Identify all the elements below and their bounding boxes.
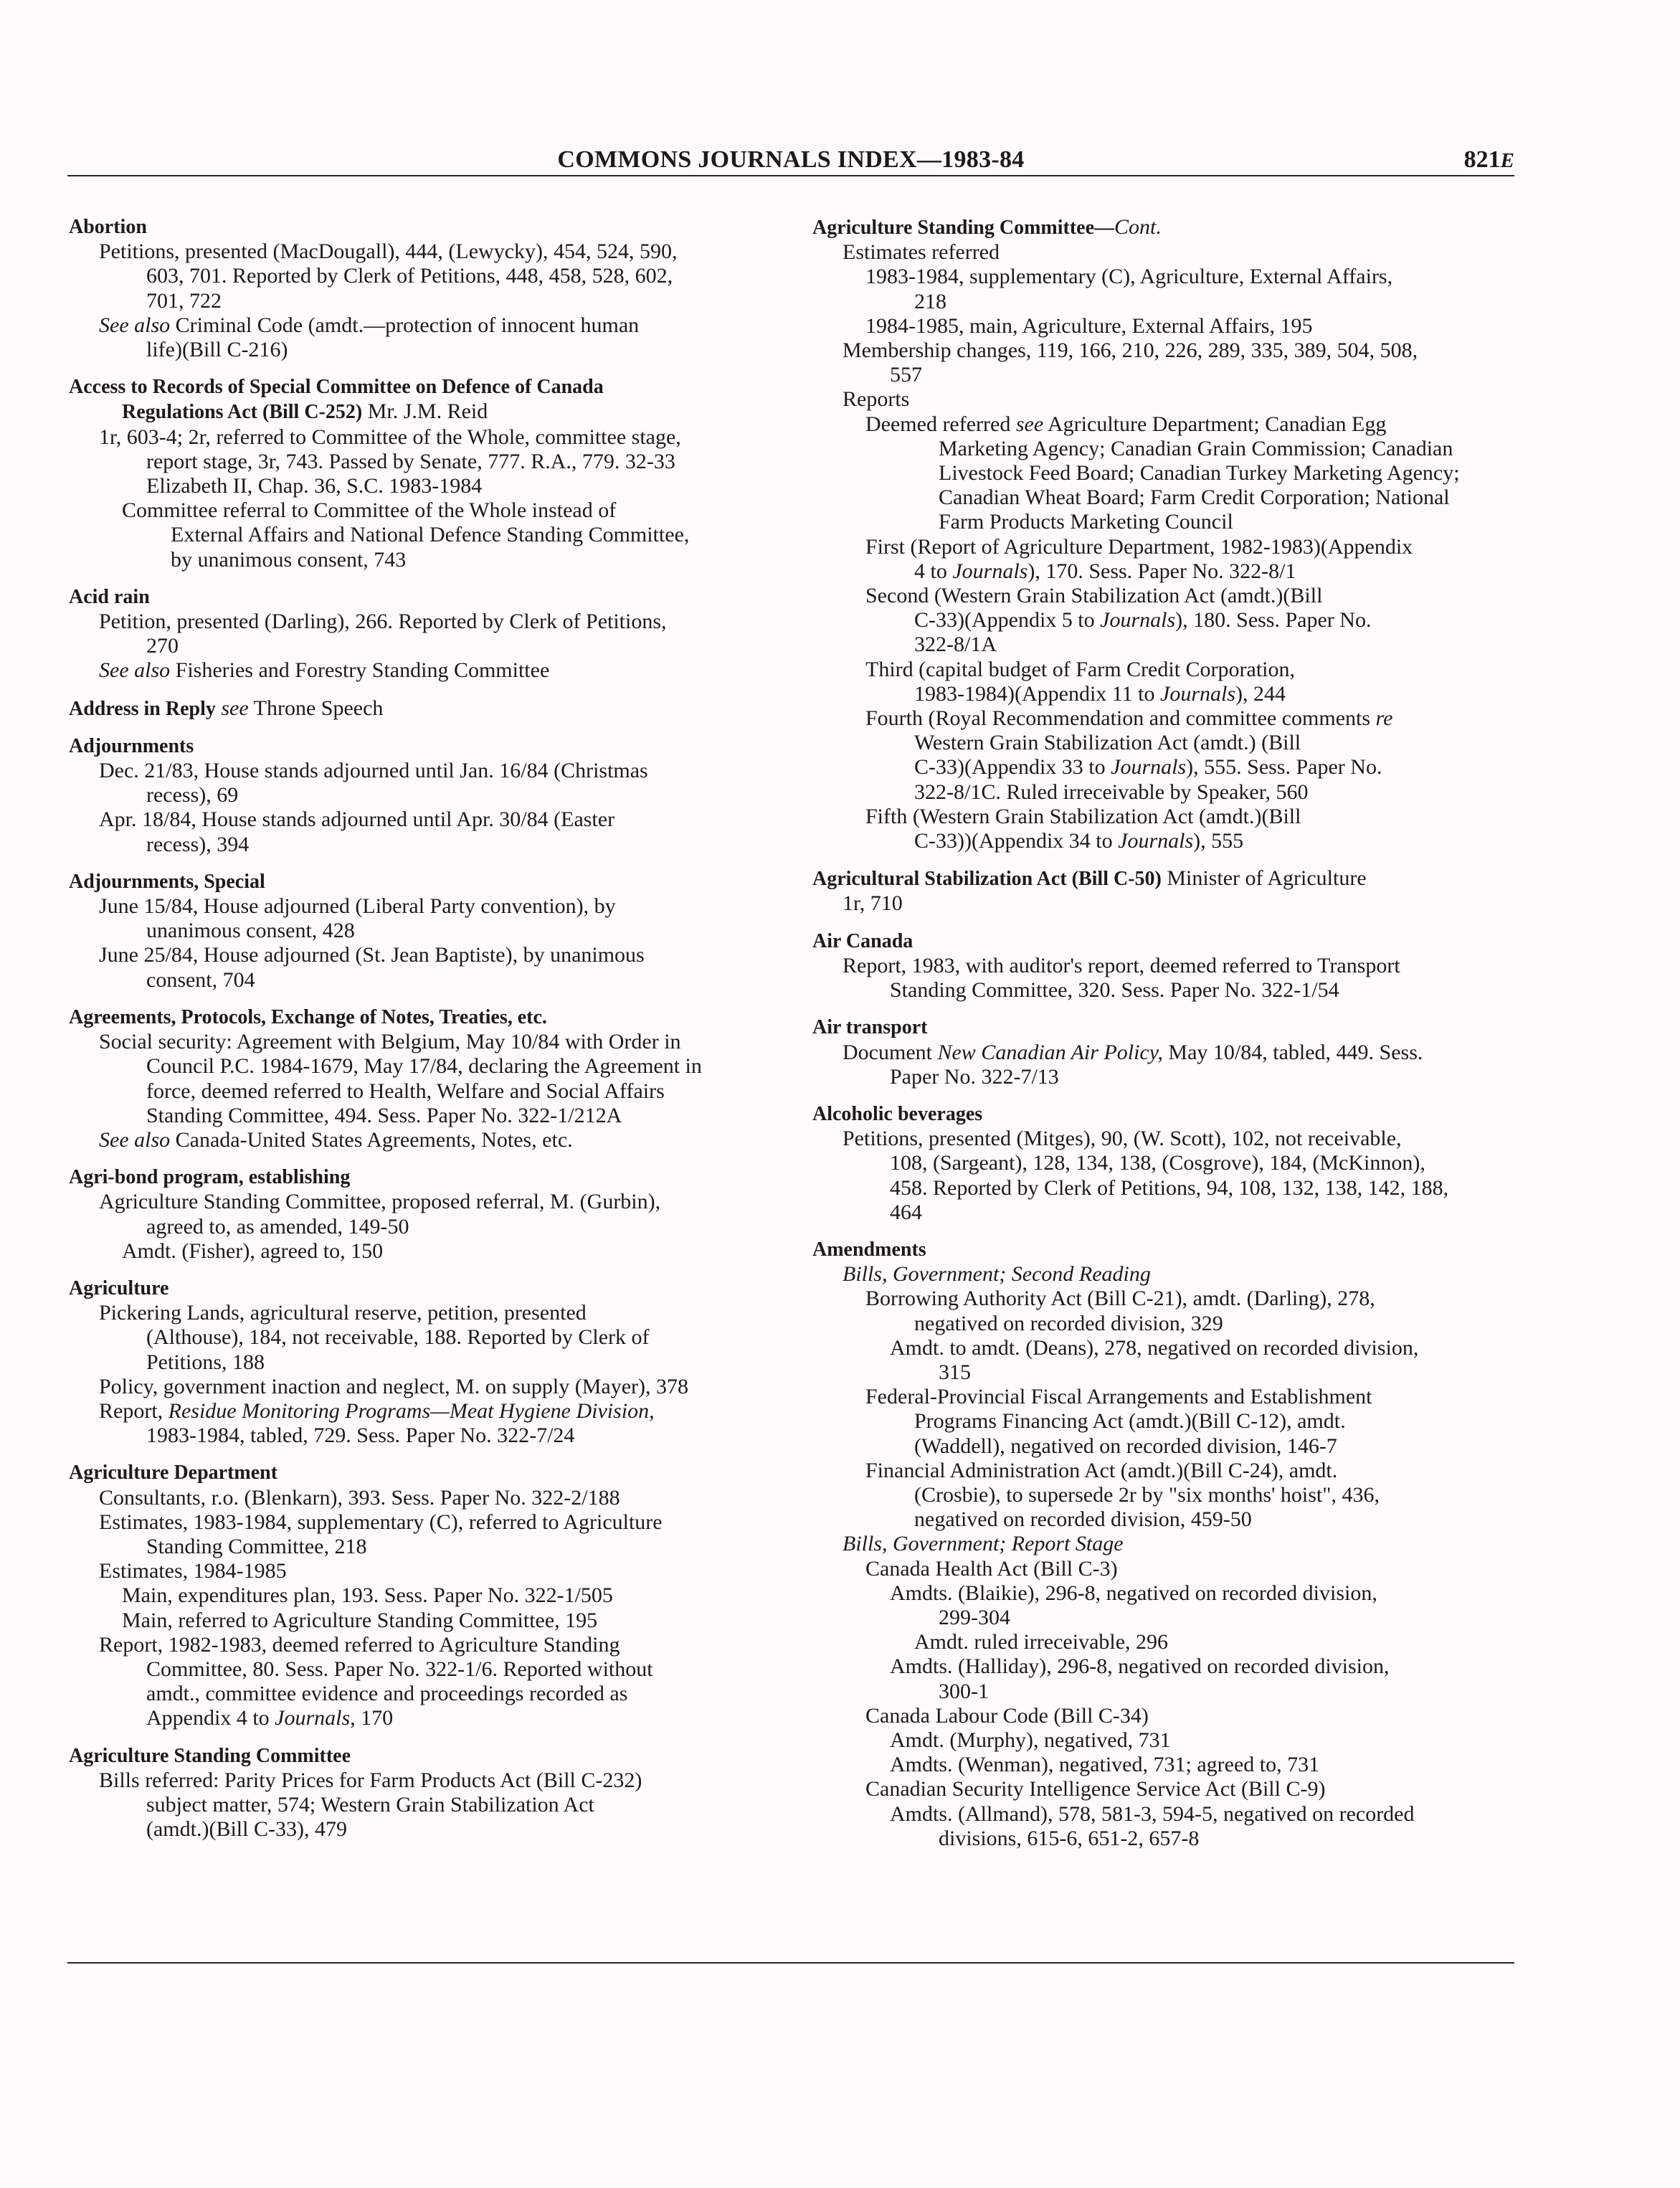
entry-heading: Access to Records of Special Committee on Defence of Canada	[69, 376, 604, 399]
index-entry-agri-bond	[69, 1165, 786, 1264]
entry-heading: Adjournments, Special	[69, 870, 265, 893]
entry-line: Second (Western Grain Stabilization Act (amdt.)(Bill	[865, 584, 1323, 608]
entry-line: Canada Labour Code (Bill C-34)	[865, 1703, 1149, 1728]
entry-heading	[812, 215, 1529, 240]
entry-line	[812, 412, 1529, 437]
re-ref: re	[1375, 706, 1393, 731]
entry-line: 1r, 603-4; 2r, referred to Committee of the Whole, committee stage,	[99, 425, 681, 449]
entry-line: Report, 1983, with auditor's report, deemed referred to Transport	[843, 953, 1400, 977]
entry-text: Throne Speech	[248, 696, 384, 720]
entry-line: Amdt. ruled irreceivable, 296	[914, 1630, 1169, 1654]
entry-text: Report,	[99, 1398, 169, 1423]
entry-text: Deemed referred	[865, 412, 1016, 436]
entry-line	[69, 1399, 786, 1424]
entry-line: 557	[890, 363, 922, 387]
index-entry-agriculture	[69, 1277, 786, 1448]
entry-text: 4 to	[914, 559, 953, 583]
entry-line: 218	[914, 289, 946, 313]
entry-line: Marketing Agency; Canadian Grain Commission; Canadian	[939, 436, 1453, 460]
entry-line: Committee referral to Committee of the Whole instead of	[122, 498, 617, 523]
entry-line: 300-1	[939, 1679, 989, 1703]
continued-label: Cont.	[1114, 215, 1162, 239]
entry-line: Committee, 80. Sess. Paper No. 322-1/6. Reported without	[146, 1657, 653, 1681]
entry-line: Policy, government inaction and neglect, M. on supply (Mayer), 378	[99, 1374, 689, 1398]
entry-line	[69, 1706, 786, 1730]
entry-heading-text: Agriculture Standing Committee—	[812, 217, 1114, 239]
entry-text: C-33)(Appendix 5 to	[914, 608, 1101, 633]
entry-line: subject matter, 574; Western Grain Stabilization Act	[146, 1792, 594, 1817]
entry-line: 315	[939, 1360, 971, 1384]
entry-line: Report, 1982-1983, deemed referred to Agriculture Standing	[99, 1632, 620, 1657]
entry-line: Petition, presented (Darling), 266. Reported by Clerk of Petitions,	[99, 610, 667, 634]
entry-text: Appendix 4 to	[146, 1706, 275, 1730]
see-ref: see	[215, 696, 249, 720]
index-entry-amendments	[812, 1238, 1529, 1851]
entry-heading: Amendments	[812, 1238, 926, 1261]
entry-text: ), 180. Sess. Paper No.	[1175, 608, 1372, 633]
entry-text: C-33))(Appendix 34 to	[914, 829, 1119, 853]
entry-line: Bills referred: Parity Prices for Farm Products Act (Bill C-232)	[99, 1768, 642, 1792]
index-entry-air-transport	[812, 1015, 1529, 1089]
index-entry-address-in-reply	[69, 696, 786, 721]
entry-line: Main, referred to Agriculture Standing Committee, 195	[122, 1608, 598, 1632]
entry-text: Document	[843, 1040, 938, 1064]
entry-line: 1983-1984, supplementary (C), Agriculture, External Affairs,	[865, 265, 1393, 289]
entry-line: Social security: Agreement with Belgium, May 10/84 with Order in	[99, 1030, 681, 1054]
journals-ref: Journals	[1118, 829, 1194, 853]
entry-line: Petitions, presented (Mitges), 90, (W. Scott), 102, not receivable,	[843, 1127, 1402, 1151]
journals-ref: Journals	[1160, 681, 1236, 706]
entry-line: negatived on recorded division, 459-50	[914, 1507, 1252, 1532]
entry-line: Financial Administration Act (amdt.)(Bill C-24), amdt.	[865, 1458, 1338, 1482]
entry-text: , 170	[350, 1706, 394, 1730]
entry-text: ), 170. Sess. Paper No. 322-8/1	[1028, 559, 1296, 583]
entry-line	[812, 829, 1529, 853]
entry-line: First (Report of Agriculture Department, 1982-1983)(Appendix	[865, 534, 1413, 559]
entry-line: Paper No. 322-7/13	[890, 1064, 1059, 1089]
entry-line: amdt., committee evidence and proceedings recorded as	[146, 1682, 628, 1706]
document-title: New Canadian Air Policy,	[937, 1040, 1163, 1064]
entry-heading	[812, 866, 1529, 891]
entry-line: Western Grain Stabilization Act (amdt.) (Bill	[914, 731, 1301, 755]
index-entry-acid-rain	[69, 585, 786, 683]
entry-line	[69, 313, 786, 338]
entry-line: Canadian Security Intelligence Service Act (Bill C-9)	[865, 1777, 1326, 1801]
index-entry-agriculture-standing-committee	[69, 1744, 786, 1842]
entry-line	[69, 1128, 786, 1152]
entry-line: recess), 394	[146, 832, 250, 856]
entry-line: Programs Financing Act (amdt.)(Bill C-12), amdt.	[914, 1409, 1346, 1434]
entry-line: Elizabeth II, Chap. 36, S.C. 1983-1984	[146, 474, 483, 498]
entry-text: Fisheries and Forestry Standing Committee	[170, 658, 550, 683]
entry-line: Canada Health Act (Bill C-3)	[865, 1556, 1118, 1581]
entry-line: unanimous consent, 428	[146, 919, 355, 943]
entry-line: Amdt. (Fisher), agreed to, 150	[122, 1239, 384, 1263]
entry-heading: Agriculture Department	[69, 1462, 278, 1484]
entry-text: ), 244	[1235, 681, 1286, 706]
entry-line: Estimates referred	[843, 240, 1000, 265]
entry-line: External Affairs and National Defence Standing Committee,	[171, 523, 690, 547]
entry-heading: Agreements, Protocols, Exchange of Notes, Treaties, etc.	[69, 1005, 547, 1028]
entry-sponsor: Mr. J.M. Reid	[362, 399, 488, 424]
entry-heading: Agri-bond program, establishing	[69, 1166, 351, 1189]
entry-line: Estimates, 1983-1984, supplementary (C), referred to Agriculture	[99, 1510, 663, 1534]
header-rule	[67, 175, 1514, 176]
page-number-suffix: E	[1500, 149, 1514, 172]
entry-heading-text: Regulations Act (Bill C-252)	[122, 401, 363, 424]
entry-heading: Abortion	[69, 216, 147, 238]
entry-text: May 10/84, tabled, 449. Sess.	[1162, 1040, 1423, 1064]
entry-line: negatived on recorded division, 329	[914, 1311, 1223, 1335]
entry-text: ), 555. Sess. Paper No.	[1186, 755, 1382, 780]
entry-line: Consultants, r.o. (Blenkarn), 393. Sess. Paper No. 322-2/188	[99, 1485, 620, 1510]
entry-text: ), 555	[1193, 829, 1244, 853]
entry-line: Federal-Provincial Fiscal Arrangements and Establishment	[865, 1385, 1372, 1409]
page-title: COMMONS JOURNALS INDEX—1983-84	[557, 146, 1025, 173]
entry-line	[812, 755, 1529, 780]
see-also-ref: See also	[99, 658, 171, 683]
entry-line: Third (capital budget of Farm Credit Corporation,	[865, 657, 1296, 681]
entry-line: Amdts. (Blaikie), 296-8, negatived on recorded division,	[890, 1581, 1377, 1605]
index-entry-access-to-records	[69, 375, 786, 572]
entry-line: Borrowing Authority Act (Bill C-21), amdt. (Darling), 278,	[865, 1287, 1375, 1311]
entry-line: 701, 722	[146, 288, 222, 313]
journals-ref: Journals	[1111, 755, 1187, 780]
entry-heading: Acid rain	[69, 585, 150, 608]
entry-line: Pickering Lands, agricultural reserve, petition, presented	[99, 1301, 587, 1325]
entry-sponsor: Minister of Agriculture	[1161, 866, 1367, 891]
index-entry-air-canada	[812, 929, 1529, 1003]
entry-line: 1984-1985, main, Agriculture, External Affairs, 195	[865, 313, 1313, 338]
entry-heading-text: Agricultural Stabilization Act (Bill C-50)	[812, 868, 1162, 891]
entry-line: Dec. 21/83, House stands adjourned until Jan. 16/84 (Christmas	[99, 759, 648, 783]
entry-line: Amdts. (Halliday), 296-8, negatived on recorded division,	[890, 1654, 1390, 1679]
index-entry-adjournments-special	[69, 870, 786, 993]
entry-line: Petitions, presented (MacDougall), 444, (Lewycky), 454, 524, 590,	[99, 240, 678, 264]
entry-line: June 15/84, House adjourned (Liberal Party convention), by	[99, 894, 616, 919]
entry-line: (Waddell), negatived on recorded division, 146-7	[914, 1434, 1337, 1458]
entry-line: 322-8/1C. Ruled irreceivable by Speaker, 560	[914, 780, 1309, 804]
index-entry-agricultural-stabilization-act	[812, 866, 1529, 916]
entry-heading: Alcoholic beverages	[812, 1102, 983, 1125]
journals-ref: Journals	[952, 559, 1028, 583]
entry-subheading: Bills, Government; Report Stage	[843, 1532, 1124, 1556]
entry-line: Amdts. (Wenman), negatived, 731; agreed to, 731	[890, 1753, 1320, 1777]
entry-line: Main, expenditures plan, 193. Sess. Paper No. 322-1/505	[122, 1583, 613, 1608]
entry-heading: Agriculture Standing Committee	[69, 1744, 351, 1767]
entry-line: recess), 69	[146, 783, 239, 808]
index-entry-agriculture-department	[69, 1461, 786, 1730]
entry-line: Reports	[843, 387, 910, 412]
entry-heading	[69, 696, 786, 721]
entry-heading: Air transport	[812, 1016, 928, 1039]
entry-line: (amdt.)(Bill C-33), 479	[146, 1817, 347, 1842]
page-number	[1464, 146, 1514, 174]
entry-line: Farm Products Marketing Council	[939, 510, 1233, 534]
entry-line	[812, 559, 1529, 584]
entry-line	[812, 706, 1529, 731]
see-also-ref: See also	[99, 1127, 171, 1152]
entry-line: Standing Committee, 218	[146, 1534, 367, 1558]
entry-line: Livestock Feed Board; Canadian Turkey Marketing Agency;	[939, 461, 1460, 486]
journals-ref: Journals	[275, 1706, 351, 1730]
index-entry-adjournments	[69, 734, 786, 857]
entry-text: Canada-United States Agreements, Notes, etc.	[170, 1127, 573, 1152]
entry-line: (Althouse), 184, not receivable, 188. Reported by Clerk of	[146, 1325, 650, 1350]
entry-text: Agriculture Department; Canadian Egg	[1043, 412, 1387, 436]
entry-line: report stage, 3r, 743. Passed by Senate, 777. R.A., 779. 32-33	[146, 449, 675, 473]
entry-line: 299-304	[939, 1605, 1010, 1629]
entry-line: 1983-1984, tabled, 729. Sess. Paper No. 322-7/24	[146, 1424, 575, 1448]
entry-text: Criminal Code (amdt.—protection of innocent human	[170, 313, 640, 337]
entry-line: Standing Committee, 320. Sess. Paper No. 322-1/54	[890, 978, 1339, 1003]
entry-line: June 25/84, House adjourned (St. Jean Baptiste), by unanimous	[99, 943, 645, 967]
entry-line: Amdt. (Murphy), negatived, 731	[890, 1728, 1171, 1752]
entry-heading: Agriculture	[69, 1277, 169, 1299]
see-also-ref: See also	[99, 313, 171, 337]
footer-rule	[67, 1962, 1514, 1964]
entry-line: Fifth (Western Grain Stabilization Act (amdt.)(Bill	[865, 804, 1301, 828]
entry-line: 322-8/1A	[914, 633, 997, 657]
journals-ref: Journals	[1100, 608, 1176, 633]
index-entry-agreements	[69, 1005, 786, 1152]
entry-line: (Crosbie), to supersede 2r by "six months' hoist", 436,	[914, 1482, 1380, 1507]
entry-line: 270	[146, 634, 179, 658]
entry-line	[69, 658, 786, 683]
entry-line: 603, 701. Reported by Clerk of Petitions, 448, 458, 528, 602,	[146, 264, 673, 288]
entry-line: 1r, 710	[843, 891, 903, 916]
entry-heading	[69, 399, 786, 425]
entry-heading-text: Address in Reply	[69, 697, 216, 720]
entry-text: C-33)(Appendix 33 to	[914, 755, 1111, 780]
entry-line: 464	[890, 1200, 922, 1224]
entry-line: Canadian Wheat Board; Farm Credit Corporation; National	[939, 486, 1450, 510]
entry-line: 108, (Sargeant), 128, 134, 138, (Cosgrove), 184, (McKinnon),	[890, 1151, 1425, 1175]
entry-line: divisions, 615-6, 651-2, 657-8	[939, 1826, 1200, 1850]
entry-line: Estimates, 1984-1985	[99, 1559, 287, 1583]
entry-line: life)(Bill C-216)	[146, 338, 288, 362]
entry-line: by unanimous consent, 743	[171, 547, 407, 572]
entry-line: agreed to, as amended, 149-50	[146, 1214, 409, 1239]
entry-line: Petitions, 188	[146, 1350, 265, 1374]
entry-line: force, deemed referred to Health, Welfare and Social Affairs	[146, 1079, 665, 1103]
entry-line: Agriculture Standing Committee, proposed referral, M. (Gurbin),	[99, 1190, 661, 1214]
right-column	[812, 215, 1529, 1864]
see-ref: see	[1015, 412, 1044, 436]
entry-line: 458. Reported by Clerk of Petitions, 94, 108, 132, 138, 142, 188,	[890, 1175, 1449, 1200]
entry-text: 1983-1984)(Appendix 11 to	[914, 681, 1161, 706]
entry-text: Fourth (Royal Recommendation and committee comments	[865, 706, 1376, 731]
entry-subheading: Bills, Government; Second Reading	[843, 1262, 1151, 1287]
entry-heading: Air Canada	[812, 929, 913, 952]
entry-heading: Adjournments	[69, 734, 194, 757]
entry-line: Standing Committee, 494. Sess. Paper No. 322-1/212A	[146, 1103, 622, 1127]
entry-line	[812, 608, 1529, 633]
entry-line: Amdt. to amdt. (Deans), 278, negatived on recorded division,	[890, 1335, 1419, 1360]
page-number-value: 821	[1463, 146, 1501, 173]
page-header	[67, 146, 1514, 178]
entry-line: Apr. 18/84, House stands adjourned until Apr. 30/84 (Easter	[99, 808, 615, 832]
document-title: Residue Monitoring Programs—Meat Hygiene Division,	[168, 1398, 655, 1423]
entry-line: Council P.C. 1984-1679, May 17/84, declaring the Agreement in	[146, 1054, 702, 1079]
entry-line: Membership changes, 119, 166, 210, 226, 289, 335, 389, 504, 508,	[843, 338, 1418, 363]
left-column	[69, 215, 786, 1855]
index-entry-alcoholic-beverages	[812, 1102, 1529, 1225]
entry-line: Amdts. (Allmand), 578, 581-3, 594-5, negatived on recorded	[890, 1801, 1415, 1826]
entry-line	[812, 682, 1529, 706]
index-entry-abortion	[69, 215, 786, 362]
entry-line: consent, 704	[146, 967, 255, 992]
index-entry-agriculture-standing-committee-cont	[812, 215, 1529, 853]
entry-line	[812, 1041, 1529, 1065]
